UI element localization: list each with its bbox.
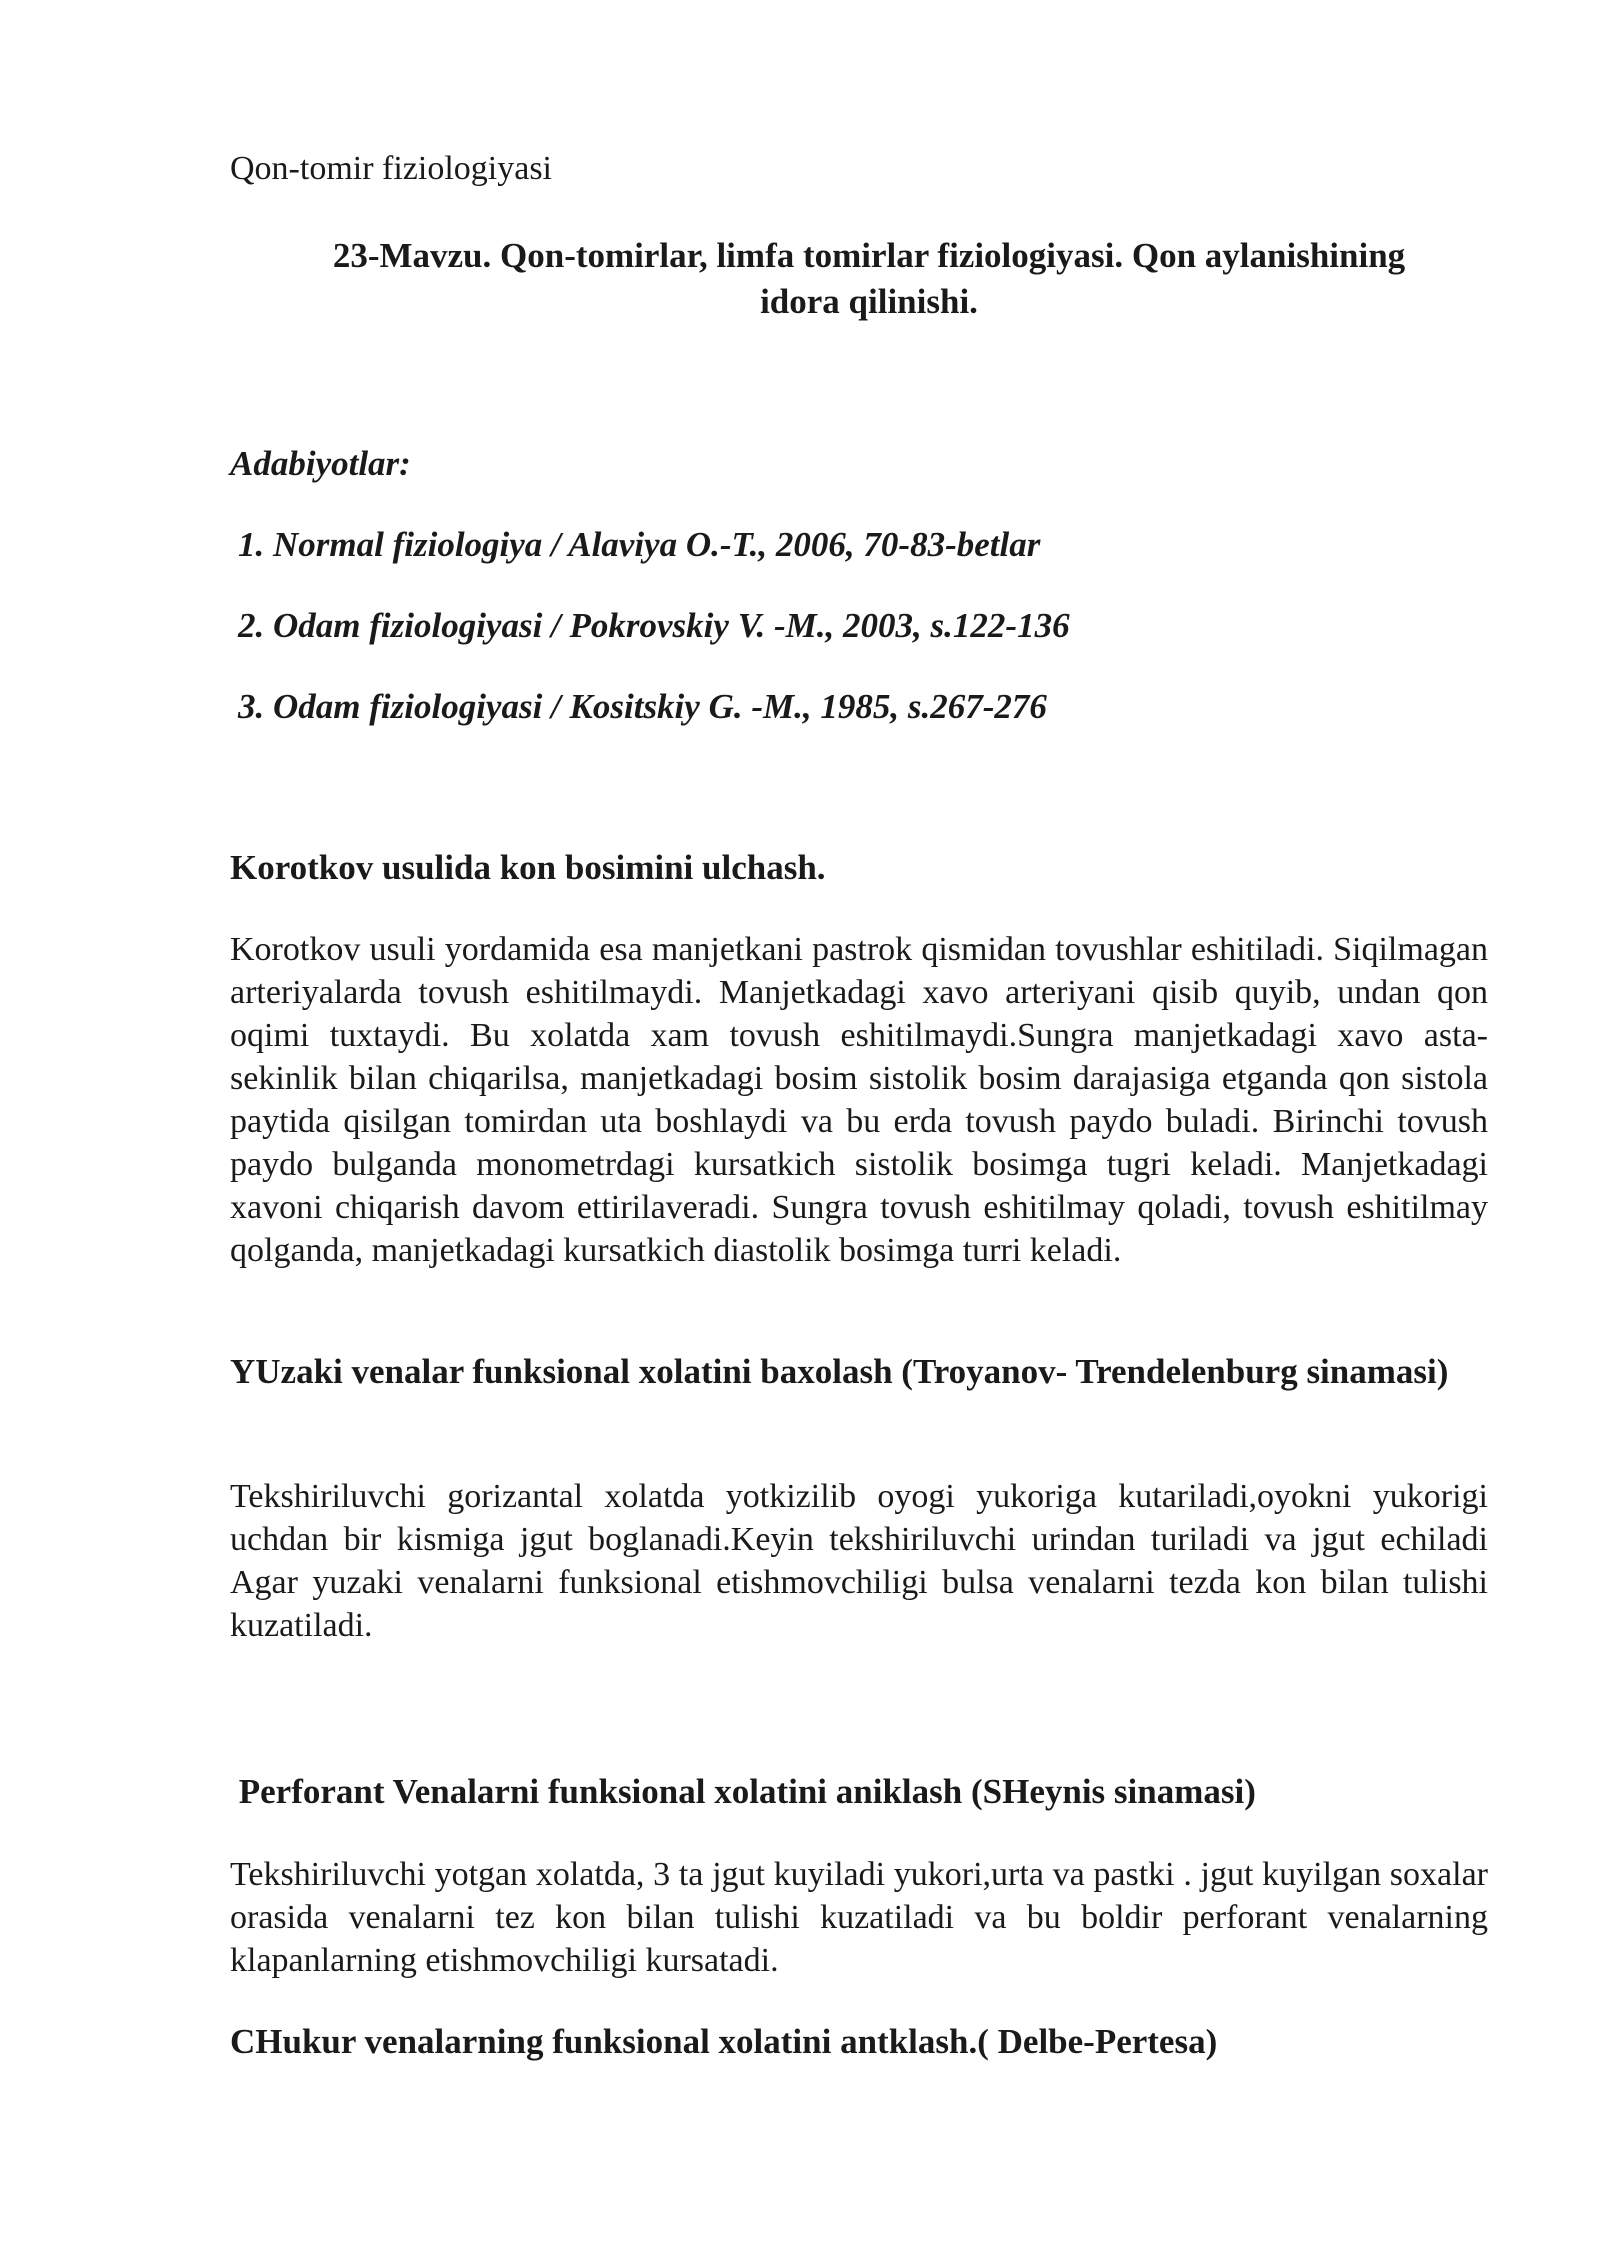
header-label: Qon-tomir fiziologiyasi: [230, 150, 553, 187]
section-heading-sheynis: Perforant Venalarni funksional xolatini aniklash (SHeynis sinamasi): [230, 1772, 1256, 1811]
title-line-1: 23-Mavzu. Qon-tomirlar, limfa tomirlar fiziologiyasi. Qon aylanishining: [332, 236, 1406, 275]
reference-item: 3. Odam fiziologiyasi / Kositskiy G. -M., 1985, s.267-276: [238, 687, 1047, 726]
section-heading-korotkov: Korotkov usulida kon bosimini ulchash.: [230, 848, 826, 887]
section-heading-delbe-pertesa: CHukur venalarning funksional xolatini antklash.( Delbe-Pertesa): [230, 2022, 1218, 2061]
section-body-sheynis: Tekshiriluvchi yotgan xolatda, 3 ta jgut kuyiladi yukori,urta va pastki . jgut kuyilgan soxalar orasida venalarni tez kon bilan tulishi kuzatiladi va bu boldir perforant venalarning klapanlarning etishmovchiligi kursatadi.: [230, 1856, 1488, 1979]
section-body-trendelenburg: Tekshiriluvchi gorizantal xolatda yotkizilib oyogi yukoriga kutariladi,oyokni yukorigi uchdan bir kismiga jgut boglanadi.Keyin tekshiriluvchi urindan turiladi va jgut echiladi Agar yuzaki venalarni funksional etishmovchiligi bulsa venalarni tezda kon bilan tulishi kuzatiladi.: [230, 1478, 1488, 1644]
references-heading: Adabiyotlar:: [230, 444, 411, 483]
title-line-2: idora qilinishi.: [760, 282, 978, 321]
section-heading-trendelenburg: YUzaki venalar funksional xolatini baxolash (Troyanov- Trendelenburg sinamasi): [230, 1352, 1449, 1391]
reference-item: 2. Odam fiziologiyasi / Pokrovskiy V. -M., 2003, s.122-136: [238, 606, 1070, 645]
section-body-korotkov: Korotkov usuli yordamida esa manjetkani pastrok qismidan tovushlar eshitiladi. Siqilmagan arteriyalarda tovush eshitilmaydi. Manjetkadagi xavo arteriyani qisib quyib, undan qon oqimi tuxtaydi. Bu xolatda xam tovush eshitilmaydi.Sungra manjetkadagi xavo asta-sekinlik bilan chiqarilsa, manjetkadagi bosim sistolik bosim darajasiga etganda qon sistola paytida qisilgan tomirdan uta boshlaydi va bu erda tovush paydo buladi. Birinchi tovush paydo bulganda monometrdagi kursatkich sistolik bosimga tugri keladi. Manjetkadagi xavoni chiqarish davom ettirilaveradi. Sungra tovush eshitilmay qoladi, tovush eshitilmay qolganda, manjetkadagi kursatkich diastolik bosimga turri keladi.: [230, 931, 1488, 1269]
references-list: [238, 522, 1070, 765]
document-title: [230, 233, 1488, 325]
reference-item: 1. Normal fiziologiya / Alaviya O.-T., 2006, 70-83-betlar: [238, 525, 1041, 564]
